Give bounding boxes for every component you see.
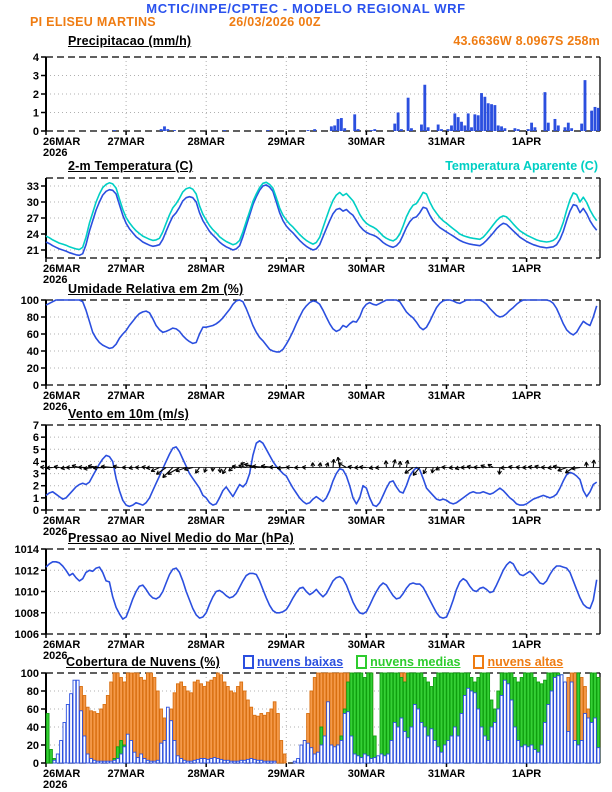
- y-tick-label: 0: [32, 758, 39, 770]
- clouds-plot: [21, 668, 600, 791]
- y-tick-label: 0: [32, 126, 39, 138]
- y-tick-label: 60: [26, 329, 39, 341]
- year-label: 2026: [43, 650, 68, 662]
- y-tick-label: 80: [26, 312, 39, 324]
- x-tick-label: 27MAR: [107, 768, 145, 780]
- run-datetime: 26/03/2026 00Z: [229, 15, 321, 29]
- x-tick-label: 31MAR: [427, 515, 466, 527]
- y-tick-label: 2: [32, 480, 39, 493]
- x-tick-label: 1APR: [511, 515, 542, 527]
- y-tick-label: 3: [32, 468, 39, 481]
- x-tick-label: 1APR: [511, 639, 542, 651]
- x-tick-label: 28MAR: [187, 263, 225, 275]
- x-tick-label: 28MAR: [187, 768, 225, 780]
- page-title: MCTIC/INPE/CPTEC - MODELO REGIONAL WRF: [146, 1, 466, 16]
- x-tick-label: 31MAR: [427, 768, 466, 780]
- x-tick-label: 27MAR: [107, 390, 145, 402]
- location-label: 43.6636W 8.0967S 258m: [453, 34, 600, 48]
- x-tick-label: 1APR: [511, 390, 542, 402]
- x-tick-label: 1APR: [511, 768, 542, 780]
- y-tick-label: 60: [26, 704, 39, 716]
- x-tick-label: 26MAR: [43, 639, 81, 651]
- apparent-temperature-label: Temperatura Aparente (C): [445, 159, 598, 173]
- x-tick-label: 28MAR: [187, 515, 225, 527]
- y-tick-label: 1: [32, 492, 39, 505]
- year-label: 2026: [43, 147, 68, 159]
- x-tick-label: 30MAR: [347, 515, 386, 527]
- x-tick-label: 30MAR: [347, 768, 386, 780]
- x-tick-label: 27MAR: [107, 515, 145, 527]
- y-tick-label: 33: [26, 181, 39, 193]
- y-tick-label: 1006: [14, 629, 39, 641]
- pressure-plot: [15, 544, 600, 662]
- high-clouds-label: nuvens altas: [487, 655, 564, 669]
- year-label: 2026: [43, 401, 68, 413]
- x-tick-label: 29MAR: [267, 136, 305, 148]
- x-tick-label: 29MAR: [267, 768, 305, 780]
- y-tick-label: 4: [32, 456, 39, 469]
- x-tick-label: 26MAR: [43, 515, 81, 527]
- y-tick-label: 20: [26, 740, 39, 752]
- x-tick-label: 27MAR: [107, 263, 145, 275]
- x-tick-label: 31MAR: [427, 263, 466, 275]
- y-tick-label: 4: [32, 52, 39, 64]
- x-tick-label: 28MAR: [187, 390, 225, 402]
- y-tick-label: 24: [26, 229, 39, 241]
- cloud-cover-title: Cobertura de Nuvens (%): [66, 655, 220, 669]
- wind-plot: [33, 420, 600, 538]
- y-tick-label: 100: [20, 668, 39, 680]
- x-tick-label: 26MAR: [43, 390, 81, 402]
- x-tick-label: 27MAR: [107, 136, 145, 148]
- humidity-title: Umidade Relativa em 2m (%): [68, 282, 244, 296]
- pressure-title: Pressao ao Nivel Medio do Mar (hPa): [68, 531, 294, 545]
- station-name: PI ELISEU MARTINS: [30, 15, 156, 29]
- x-tick-label: 26MAR: [43, 136, 81, 148]
- y-tick-label: 2: [32, 89, 39, 101]
- x-tick-label: 31MAR: [427, 639, 466, 651]
- x-tick-label: 30MAR: [347, 263, 386, 275]
- x-tick-label: 1APR: [511, 263, 542, 275]
- x-tick-label: 28MAR: [187, 136, 225, 148]
- year-label: 2026: [43, 526, 68, 538]
- x-tick-label: 27MAR: [107, 639, 145, 651]
- y-tick-label: 0: [32, 380, 39, 392]
- temperature-title: 2-m Temperatura (C): [68, 159, 194, 173]
- year-label: 2026: [43, 274, 68, 286]
- y-tick-label: 80: [26, 686, 39, 698]
- x-tick-label: 29MAR: [267, 390, 305, 402]
- precipitation-title: Precipitacao (mm/h): [68, 34, 192, 48]
- y-tick-label: 6: [32, 432, 39, 445]
- y-tick-label: 1012: [14, 565, 39, 578]
- temperature-plot: [27, 178, 600, 286]
- x-tick-label: 26MAR: [43, 263, 81, 275]
- y-tick-label: 3: [32, 70, 39, 83]
- mid-clouds-label: nuvens medias: [370, 655, 461, 669]
- x-tick-label: 28MAR: [187, 639, 225, 651]
- y-tick-label: 1014: [14, 544, 39, 556]
- year-label: 2026: [43, 779, 68, 791]
- y-tick-label: 1008: [14, 607, 39, 620]
- y-tick-label: 30: [26, 197, 39, 209]
- wind-title: Vento em 10m (m/s): [68, 407, 190, 421]
- x-tick-label: 29MAR: [267, 639, 305, 651]
- x-tick-label: 26MAR: [43, 768, 81, 780]
- y-tick-label: 20: [26, 363, 39, 375]
- x-tick-label: 31MAR: [427, 136, 466, 148]
- x-tick-label: 30MAR: [347, 639, 386, 651]
- y-tick-label: 100: [20, 295, 39, 307]
- y-tick-label: 5: [32, 444, 39, 457]
- humidity-plot: [21, 295, 600, 413]
- y-tick-label: 27: [26, 213, 39, 225]
- y-tick-label: 21: [26, 245, 39, 257]
- x-tick-label: 31MAR: [427, 390, 466, 402]
- y-tick-label: 40: [26, 722, 39, 734]
- x-tick-label: 29MAR: [267, 515, 305, 527]
- low-clouds-label: nuvens baixas: [257, 655, 344, 669]
- x-tick-label: 29MAR: [267, 263, 305, 275]
- x-tick-label: 30MAR: [347, 390, 386, 402]
- y-tick-label: 40: [26, 346, 39, 358]
- y-tick-label: 7: [32, 420, 39, 432]
- y-tick-label: 1: [32, 107, 39, 120]
- x-tick-label: 30MAR: [347, 136, 386, 148]
- y-tick-label: 0: [32, 505, 39, 517]
- precipitation-plot: [33, 52, 600, 159]
- x-tick-label: 1APR: [511, 136, 542, 148]
- y-tick-label: 1010: [14, 586, 39, 599]
